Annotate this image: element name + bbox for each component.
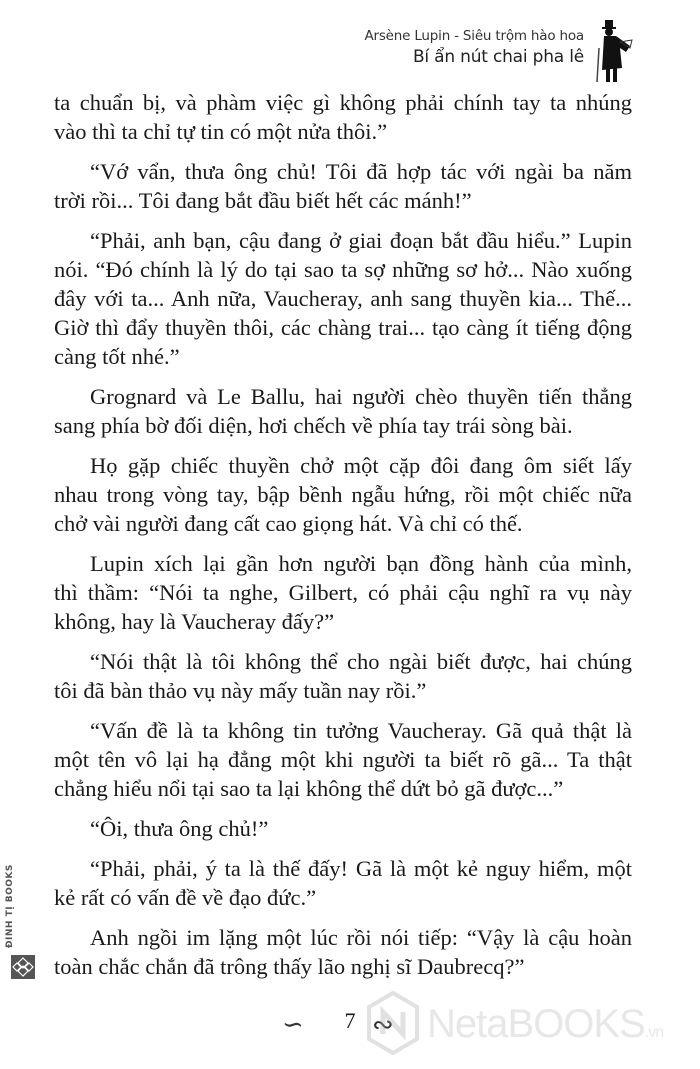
text-line: Họ gặp chiếc thuyền chở một cặp đôi đang ôm siết lấy xyxy=(90,453,632,478)
text-line: trời rồi... Tôi đang bắt đầu biết hết các mánh!” xyxy=(54,188,472,213)
text-line: Lupin xích lại gần hơn người bạn đồng hành của mình, xyxy=(90,551,632,576)
text-line: càng tốt nhé.” xyxy=(54,344,180,369)
watermark-name: NetaBOOKS xyxy=(427,1002,645,1046)
netabooks-logo-icon xyxy=(365,990,421,1056)
paragraph xyxy=(54,382,632,440)
text-line: Grognard và Le Ballu, hai người chèo thuyền tiến thẳng xyxy=(90,384,632,409)
ornament-right-icon: ∾ xyxy=(372,1010,394,1039)
book-title: Bí ẩn nút chai pha lê xyxy=(412,47,584,67)
text-line: chẳng hiểu nổi tại sao ta lại không thể dứt bỏ gã được...” xyxy=(54,776,564,801)
paragraph xyxy=(54,814,632,843)
text-line: “Vớ vẩn, thưa ông chủ! Tôi đã hợp tác với ngài ba năm xyxy=(90,159,632,184)
text-line: “Nói thật là tôi không thể cho ngài biết được, hai chúng xyxy=(90,649,632,674)
ornament-left-icon: ∽ xyxy=(282,1010,304,1039)
text-line: thì thầm: “Nói ta nghe, Gilbert, có phải cậu nghĩ ra vụ này xyxy=(54,580,632,605)
paragraph xyxy=(54,88,632,146)
text-line: tôi đã bàn thảo vụ này mấy tuần nay rồi.” xyxy=(54,678,427,703)
paragraph xyxy=(54,549,632,636)
text-line: sang phía bờ đối diện, hơi chếch về phía tay trái sòng bài. xyxy=(54,413,573,438)
text-line: ta chuẩn bị, và phàm việc gì không phải chính tay ta nhúng xyxy=(54,90,632,115)
netabooks-watermark xyxy=(365,990,695,1060)
publisher-brand: ĐINH TỊ BOOKS xyxy=(5,864,15,948)
text-line: “Phải, anh bạn, cậu đang ở giai đoạn bắt đầu hiểu.” Lupin xyxy=(90,228,632,253)
text-line: nói. “Đó chính là lý do tại sao ta sợ những sơ hở... Nào xuống xyxy=(54,257,632,282)
page-body xyxy=(54,88,632,992)
series-title: Arsène Lupin - Siêu trộm hào hoa xyxy=(364,28,584,44)
text-line: nhau trong vòng tay, bập bềnh ngẫu hứng, rồi một chiếc nữa xyxy=(54,482,632,507)
lupin-silhouette-icon xyxy=(592,18,634,84)
text-line: không, hay là Vaucheray đấy?” xyxy=(54,609,335,634)
paragraph xyxy=(54,647,632,705)
text-line: kẻ rất có vấn đề về đạo đức.” xyxy=(54,885,317,910)
text-line: “Phải, phải, ý ta là thế đấy! Gã là một kẻ nguy hiểm, một xyxy=(90,856,632,881)
text-line: Giờ thì đẩy thuyền thôi, các chàng trai... tạo càng ít tiếng động xyxy=(54,315,632,340)
text-line: “Ôi, thưa ông chủ!” xyxy=(90,816,269,841)
text-line: toàn chắc chắn đã trông thấy lão nghị sĩ Daubrecq?” xyxy=(54,954,525,979)
publisher-logo-icon xyxy=(11,955,35,979)
text-line: đây với ta... Anh nữa, Vaucheray, anh sang thuyền kia... Thế... xyxy=(54,286,632,311)
paragraph xyxy=(54,157,632,215)
paragraph xyxy=(54,451,632,538)
text-line: một tên vô lại hạ đẳng một khi người ta biết rõ gã... Ta thật xyxy=(54,747,632,772)
text-line: “Vấn đề là ta không tin tưởng Vaucheray. Gã quả thật là xyxy=(90,718,632,743)
text-line: Anh ngồi im lặng một lúc rồi nói tiếp: “Vậy là cậu hoàn xyxy=(90,925,632,950)
paragraph xyxy=(54,226,632,371)
watermark-suffix: .vn xyxy=(644,1024,664,1041)
text-line: chở vài người đang cất cao giọng hát. Và chỉ có thế. xyxy=(54,511,523,536)
paragraph xyxy=(54,854,632,912)
page-number: 7 xyxy=(344,1008,356,1033)
paragraph xyxy=(54,923,632,981)
text-line: vào thì ta chỉ tự tin có một nửa thôi.” xyxy=(54,119,388,144)
paragraph xyxy=(54,716,632,803)
